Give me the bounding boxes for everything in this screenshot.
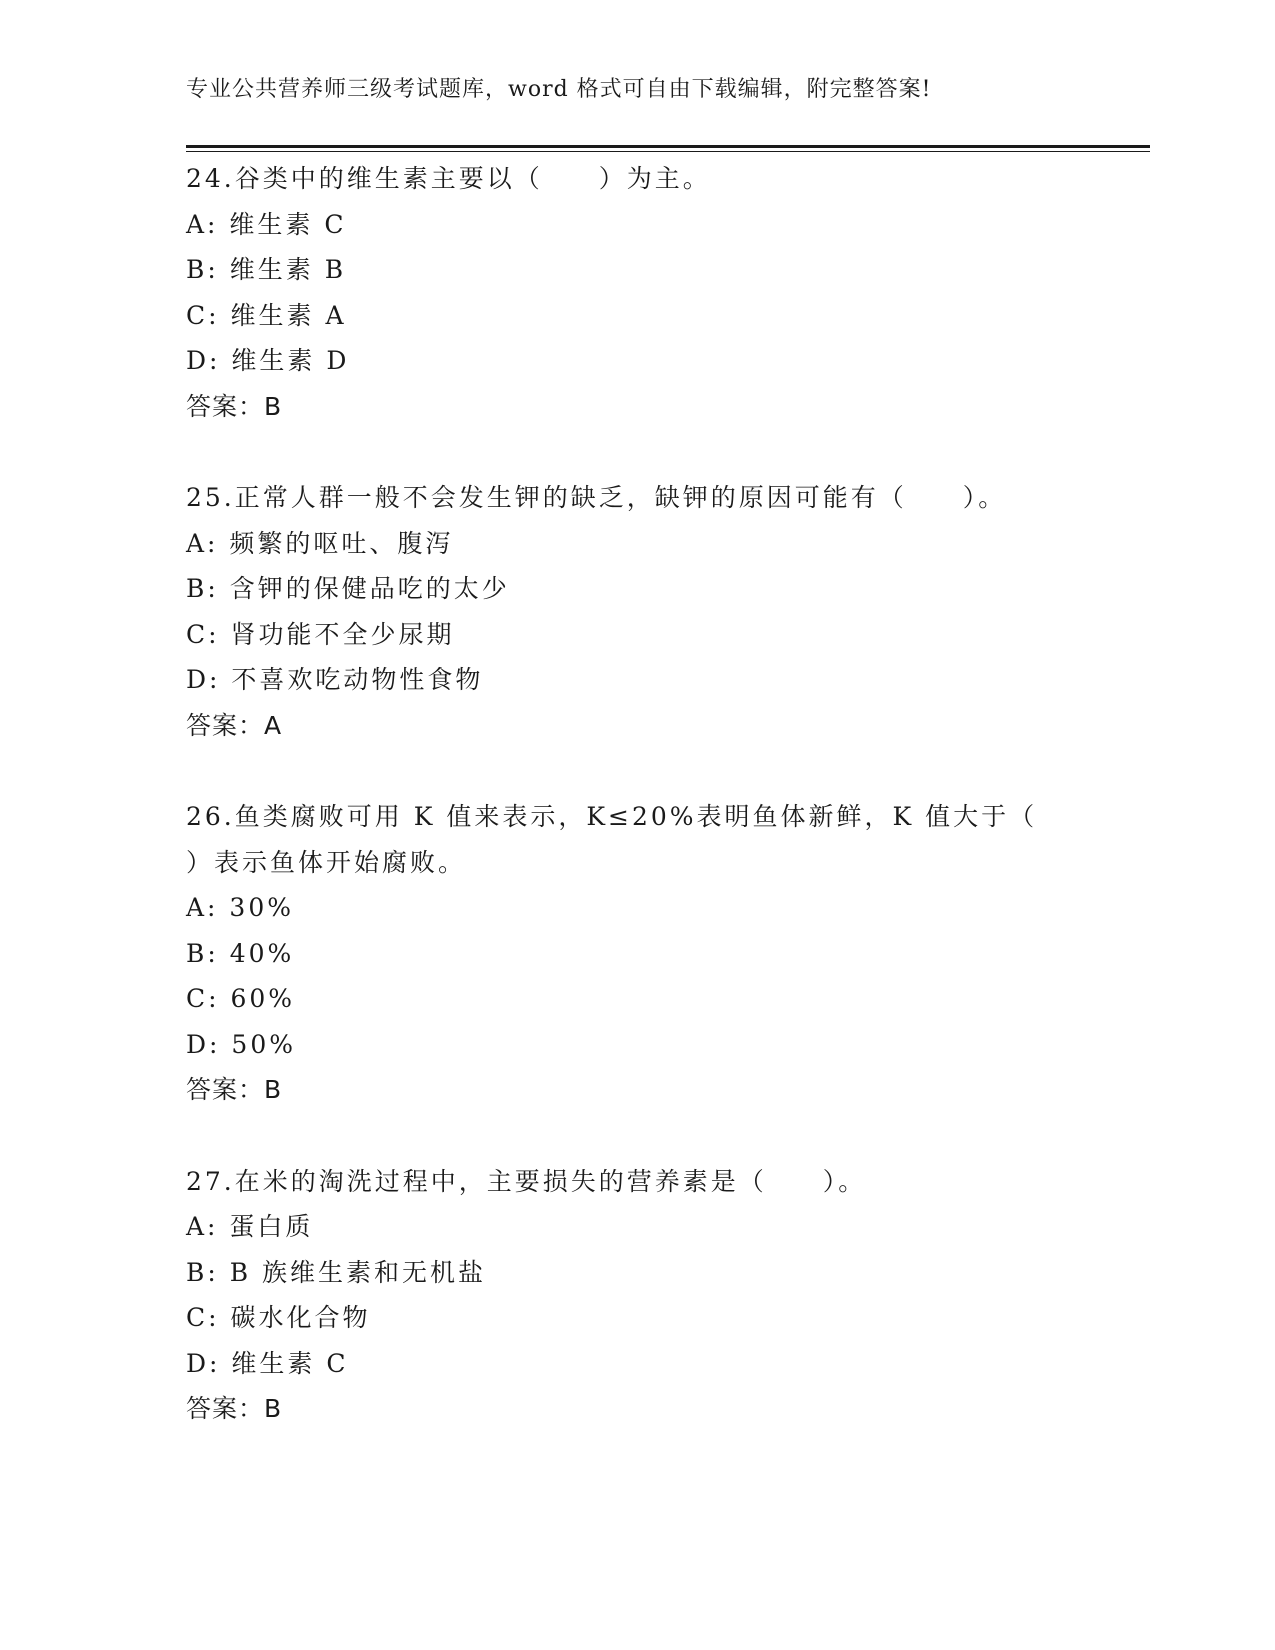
answer: 答案：B: [186, 391, 283, 421]
page-header: 专业公共营养师三级考试题库，word 格式可自由下载编辑，附完整答案!: [186, 77, 932, 102]
option-c: C: 肾功能不全少尿期: [186, 619, 455, 649]
question-stem: 24.谷类中的维生素主要以（ ）为主。: [186, 164, 711, 193]
question-stem-line-1: 26.鱼类腐败可用 K 值来表示，K≤20%表明鱼体新鲜，K 值大于（: [186, 802, 1038, 831]
question-list: [186, 156, 1046, 1478]
option-b: B: 维生素 B: [186, 255, 347, 284]
question-26: [186, 794, 1046, 1113]
option-b: B: 40%: [186, 938, 295, 968]
option-d: D: 50%: [186, 1029, 296, 1059]
option-b: B: B 族维生素和无机盐: [186, 1257, 487, 1287]
option-d: D: 维生素 D: [186, 346, 350, 375]
option-a: A: 频繁的呕吐、腹泻: [186, 528, 454, 558]
option-a: A: 30%: [186, 893, 294, 922]
answer: 答案：B: [186, 1394, 283, 1423]
option-c: C: 60%: [186, 984, 296, 1013]
question-stem: 25.正常人群一般不会发生钾的缺乏，缺钾的原因可能有（ ）。: [186, 483, 1007, 512]
question-25: [186, 475, 1046, 748]
option-a: A: 蛋白质: [186, 1212, 314, 1241]
option-c: C: 碳水化合物: [186, 1303, 371, 1332]
question-stem: 27.在米的淘洗过程中，主要损失的营养素是（ ）。: [186, 1166, 867, 1196]
header-rule-thick: [186, 145, 1150, 148]
option-c: C: 维生素 A: [186, 300, 347, 330]
option-a: A: 维生素 C: [186, 209, 347, 239]
question-stem-line-2: ）表示鱼体开始腐败。: [186, 847, 467, 877]
question-27: [186, 1159, 1046, 1432]
answer: 答案：A: [186, 710, 283, 740]
option-d: D: 维生素 C: [186, 1348, 349, 1378]
answer: 答案：B: [186, 1075, 283, 1104]
option-b: B: 含钾的保健品吃的太少: [186, 574, 510, 603]
option-d: D: 不喜欢吃动物性食物: [186, 665, 484, 694]
header-rule-thin: [186, 151, 1150, 152]
question-24: [186, 156, 1046, 429]
